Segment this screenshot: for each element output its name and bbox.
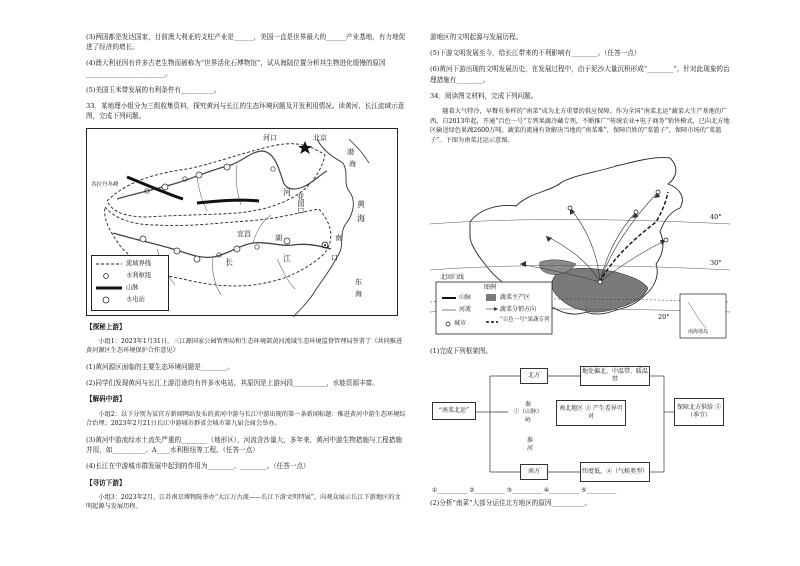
question-5-text: (5)美国玉米带发展的有利条件有__________。 xyxy=(86,85,221,94)
map-label-hai-3: 海 xyxy=(355,289,362,298)
group-1-text: 小组1：2023年1月31日，三江源国家公园管理局和生态环境部黄河流域生态环境监督管理局签署了《共同推进黄河源区生态环境保护合作意见》 xyxy=(86,337,403,355)
flow-river-box: 淮 河 xyxy=(512,430,548,460)
mountain-range-icon xyxy=(96,285,122,291)
flow-north-note: 地处偏北，中温带、暖温带 xyxy=(580,366,650,386)
question-6-right: (6)黄河下游出现的文明发展历史，在发展过程中，由于泥沙大量沉积形成“________”，针对此现象的治理措施有________。 xyxy=(430,65,730,84)
dam-icon xyxy=(96,272,122,280)
map-label-kou: 口 xyxy=(331,253,338,262)
map-legend xyxy=(91,255,169,311)
dashed-line-icon xyxy=(96,261,122,267)
sub-question-3: (3)黄河中游流经水土流失严重的________（地形区），河流含沙量大，多年来，黄河中游生物措施与工程措施并用，如__________、A____水利枢纽等工程。（任答一点） xyxy=(86,435,402,455)
flow-center-box: 南北地区 ③ 产生差异可对 xyxy=(556,400,626,426)
map-label-bo: 渤 xyxy=(347,147,354,156)
latitude-40: 40° xyxy=(710,212,722,221)
flow-left-box: “南菜北运” xyxy=(432,402,476,420)
left-column xyxy=(86,32,406,518)
map-label-he: 河 xyxy=(283,187,291,197)
map-label-nan: 南 xyxy=(335,233,342,242)
china-map-graphic xyxy=(430,152,730,342)
flow-south-note: 纬度低，②（气候类型） xyxy=(580,462,650,482)
tropic-label: 北回归线 xyxy=(440,273,465,281)
group-2-heading: 【解码中游】 xyxy=(86,395,126,404)
legend-title: 图例 xyxy=(484,283,497,291)
map-label-chang: 长 xyxy=(225,257,233,267)
question-4-text: (4)澳大利亚因有许多古老生物而被称为“世界活化石博物馆”，试从海陆位置分析其生物进化缓慢的原因________________________。 xyxy=(86,59,386,78)
map-label-hai-2: 海 xyxy=(357,213,365,223)
map-label-huayuankou: 花园口 xyxy=(296,192,305,214)
legend-veg-route: 蔬菜分销方向 xyxy=(500,305,537,313)
latitude-30: 30° xyxy=(710,258,722,267)
legend-dam: 水利枢纽 xyxy=(96,270,164,282)
framework-diagram xyxy=(430,362,730,494)
legend-river: 河流 xyxy=(459,305,472,313)
right-column xyxy=(430,32,730,514)
yellow-yangtze-basin-map xyxy=(86,128,398,316)
flow-mountain-box: 秦 ①（山脉） 岭 xyxy=(508,398,548,428)
group-1-heading: 【探秘上游】 xyxy=(86,322,126,331)
map-label-huang: 黄 xyxy=(357,199,365,209)
question-34-text: 随着大气特冷，早餐有多样的“南菜”成为北方重要的供应保障。作为全国“南菜北运”蔬菜大生产基地的广西，自2013年起，开通“百色一号”专列果蔬冷藏专列，不断推广“传统农业+电子商务”销售模式，已向北方地区输送绿色果蔬2600万吨。蔬菜的流通有效解决当地的“南菜难”，保障百姓的“菜篮子”，保障市场的“菜篮子”。下图为南菜北运示意图。 xyxy=(430,108,730,144)
sub-question-4: (4)长江在中游城市群发展中起到的作用为________、________。（任答一点） xyxy=(86,462,310,471)
question-5-right: (5)下游文明发展至今，给长江带来的不利影响有________。（任答一点） xyxy=(430,49,641,58)
flow-north-box: 北方 xyxy=(520,368,548,384)
map-label-yichang: 宜昌 xyxy=(237,229,251,238)
map-label-beijing: 北京 xyxy=(313,133,327,142)
legend-train: “百色一号”果蔬专列 xyxy=(500,316,550,323)
map-label-geladandong: 各拉丹冬峰 xyxy=(91,181,119,188)
legend-station: 水电站 xyxy=(96,294,164,306)
sub-question-2: (2)同学们发现黄河与长江上游沿途均有许多水电站，其原因是上游河段__________，水能资源丰富。 xyxy=(86,379,379,388)
question-34-intro: 34．阅读图文材料，完成下列问题。 xyxy=(430,91,538,100)
latitude-20: 20° xyxy=(658,312,670,321)
flow-south-box: 南方 xyxy=(520,464,548,480)
question-3-text: (3)两国都是发达国家，目前澳大利亚的支柱产业是______，美国一直是世界最大的______产业基地，有力地促进了经济的增长。 xyxy=(86,33,406,52)
question-34-sub-2: (2)分析“南菜”大部分运往北方地区的原因__________。 xyxy=(430,498,592,507)
map-label-hu: 湖 xyxy=(275,233,282,242)
legend-mountain: 山脉 xyxy=(459,293,472,301)
question-33-intro: 33．某地理小组分为三组收集资料，探究黄河与长江的生态环境问题及开发利用情况。读黄河、长江流域示意图，完成下列问题。 xyxy=(86,102,405,121)
map-label-hai-1: 海 xyxy=(349,159,356,168)
group-3-heading: 【寻访下游】 xyxy=(86,478,126,487)
map-label-dong: 东 xyxy=(355,277,362,286)
inset-label: 南海诸岛 xyxy=(688,328,709,335)
flow-right-box: 保障北方供给 ⑤（季节） xyxy=(674,398,724,426)
legend-mountain: 山脉 xyxy=(96,282,164,294)
group-2-text: 小组2：以下分别为某官方新闻网站发布的黄河中游与长江中游出现的第一条新闻标题：推进黄河中游生态环境综合治理；2023年2月21日长江中游城市群省会城市第九届会商会举办。 xyxy=(86,410,406,428)
group-3-text: 小组3：2023年2月，江苏南京博物院举办“大江万古流——长江下游文明特展”，向观众展示长江下游地区的文明起源与发展历程。 xyxy=(86,493,401,511)
map-label-jiang: 江 xyxy=(283,253,291,263)
legend-veg-area: 蔬菜主产区 xyxy=(500,293,531,301)
question-34-sub-1: (1)完成下列框架图。 xyxy=(430,346,493,355)
hydro-station-icon xyxy=(96,296,122,304)
continuation-text: 游地区的文明起源与发展历程。 xyxy=(430,33,523,41)
legend-city: 城市 xyxy=(454,319,467,327)
legend-boundary: 流域界线 xyxy=(96,258,164,270)
flow-answer-line: ①__________ ②__________ ③__________ ④__________ ⑤__________ xyxy=(432,486,617,494)
south-veg-north-map xyxy=(430,152,730,342)
sub-question-1: (1)黄河源区面临的主要生态环境问题是________。 xyxy=(86,362,234,371)
map-label-hekou: 河口 xyxy=(263,133,277,142)
